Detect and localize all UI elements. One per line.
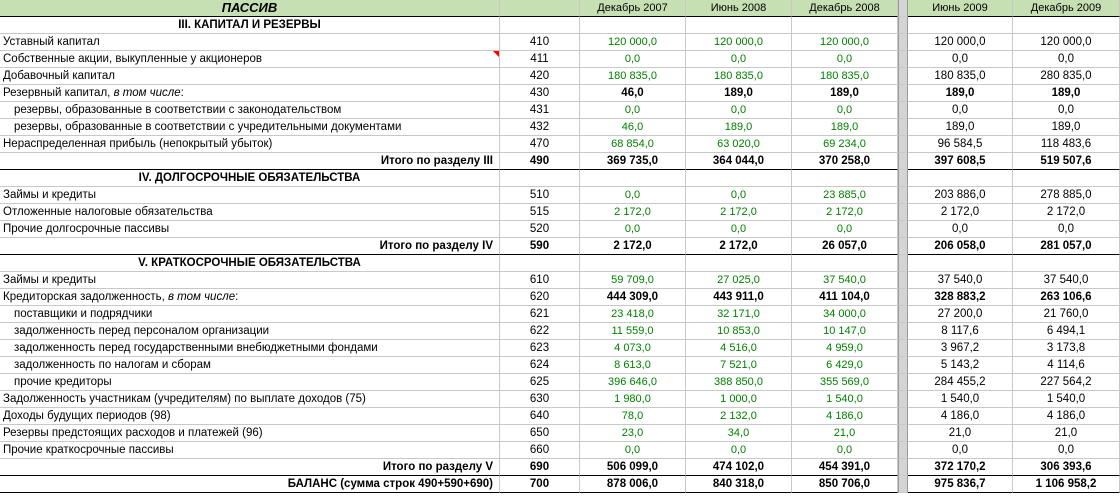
column-gap [898, 408, 908, 425]
empty-cell[interactable] [580, 170, 686, 187]
value-cell[interactable]: 0,0 [580, 102, 686, 119]
value-cell[interactable]: 189,0 [1013, 119, 1120, 136]
value-cell[interactable]: 306 393,6 [1013, 459, 1120, 476]
column-gap [898, 459, 908, 476]
value-cell[interactable]: 0,0 [686, 51, 792, 68]
column-gap [898, 153, 908, 170]
value-cell[interactable]: 78,0 [580, 408, 686, 425]
total-label[interactable]: Итого по разделу V [0, 459, 500, 476]
value-cell[interactable]: 21,0 [1013, 425, 1120, 442]
header-period-dec-2007[interactable]: Декабрь 2007 [580, 0, 686, 17]
empty-cell[interactable] [792, 170, 898, 187]
value-cell[interactable]: 3 173,8 [1013, 340, 1120, 357]
value-cell[interactable]: 189,0 [792, 119, 898, 136]
column-gap [898, 102, 908, 119]
row-label[interactable] [0, 289, 500, 306]
value-cell[interactable]: 1 106 958,2 [1013, 476, 1120, 493]
value-cell[interactable]: 3 967,2 [908, 340, 1013, 357]
value-cell[interactable]: 120 000,0 [580, 34, 686, 51]
empty-cell[interactable] [908, 17, 1013, 34]
value-cell[interactable]: 474 102,0 [686, 459, 792, 476]
row-code[interactable]: 420 [500, 68, 580, 85]
value-cell[interactable]: 369 735,0 [580, 153, 686, 170]
empty-cell[interactable] [908, 170, 1013, 187]
column-gap [898, 357, 908, 374]
value-cell[interactable]: 120 000,0 [1013, 34, 1120, 51]
column-gap [898, 425, 908, 442]
value-cell[interactable]: 96 584,5 [908, 136, 1013, 153]
empty-cell[interactable] [1013, 170, 1120, 187]
value-cell[interactable]: 397 608,5 [908, 153, 1013, 170]
value-cell[interactable]: 23,0 [580, 425, 686, 442]
value-cell[interactable]: 68 854,0 [580, 136, 686, 153]
row-label[interactable]: Отложенные налоговые обязательства [0, 204, 500, 221]
column-gap [898, 221, 908, 238]
value-cell[interactable]: 1 540,0 [908, 391, 1013, 408]
column-gap [898, 51, 908, 68]
value-cell[interactable]: 2 172,0 [686, 204, 792, 221]
row-code[interactable]: 410 [500, 34, 580, 51]
value-cell[interactable]: 975 836,7 [908, 476, 1013, 493]
row-label[interactable]: Прочие долгосрочные пассивы [0, 221, 500, 238]
row-code[interactable]: 470 [500, 136, 580, 153]
row-label-tail: : [180, 87, 184, 99]
value-cell[interactable]: 189,0 [908, 85, 1013, 102]
value-cell[interactable]: 280 835,0 [1013, 68, 1120, 85]
value-cell[interactable]: 206 058,0 [908, 238, 1013, 255]
row-label[interactable]: резервы, образованные в соответствии с законодательством [0, 102, 500, 119]
row-label-text: Резервный капитал, [3, 87, 114, 99]
column-gap [898, 272, 908, 289]
value-cell[interactable]: 2 172,0 [792, 204, 898, 221]
empty-cell[interactable] [500, 170, 580, 187]
row-label[interactable]: Займы и кредиты [0, 187, 500, 204]
column-gap [898, 85, 908, 102]
section-heading[interactable]: V. КРАТКОСРОЧНЫЕ ОБЯЗАТЕЛЬСТВА [0, 255, 500, 272]
value-cell[interactable]: 7 521,0 [686, 357, 792, 374]
value-cell[interactable]: 4 959,0 [792, 340, 898, 357]
column-gap [898, 68, 908, 85]
row-code[interactable]: 431 [500, 102, 580, 119]
value-cell[interactable]: 21,0 [792, 425, 898, 442]
value-cell[interactable]: 1 000,0 [686, 391, 792, 408]
value-cell[interactable]: 454 391,0 [792, 459, 898, 476]
row-code[interactable]: 510 [500, 187, 580, 204]
value-cell[interactable]: 5 143,2 [908, 357, 1013, 374]
value-cell[interactable]: 1 540,0 [792, 391, 898, 408]
value-cell[interactable]: 8 117,6 [908, 323, 1013, 340]
header-title-cell[interactable]: ПАССИВ [0, 0, 500, 17]
empty-cell[interactable] [1013, 17, 1120, 34]
empty-cell[interactable] [1013, 255, 1120, 272]
value-cell[interactable]: 2 172,0 [580, 238, 686, 255]
row-label[interactable]: Добавочный капитал [0, 68, 500, 85]
value-cell[interactable]: 0,0 [792, 221, 898, 238]
value-cell[interactable]: 0,0 [686, 221, 792, 238]
row-label[interactable]: задолженность по налогам и сборам [0, 357, 500, 374]
value-cell[interactable]: 370 258,0 [792, 153, 898, 170]
column-gap [898, 289, 908, 306]
column-gap [898, 170, 908, 187]
row-code[interactable]: 623 [500, 340, 580, 357]
header-period-dec-2008[interactable]: Декабрь 2008 [792, 0, 898, 17]
value-cell[interactable]: 4 073,0 [580, 340, 686, 357]
row-label[interactable]: Нераспределенная прибыль (непокрытый убыток) [0, 136, 500, 153]
empty-cell[interactable] [792, 17, 898, 34]
value-cell[interactable]: 46,0 [580, 119, 686, 136]
value-cell[interactable]: 1 980,0 [580, 391, 686, 408]
empty-cell[interactable] [908, 255, 1013, 272]
value-cell[interactable]: 21,0 [908, 425, 1013, 442]
empty-cell[interactable] [686, 255, 792, 272]
value-cell[interactable]: 11 559,0 [580, 323, 686, 340]
column-gap [898, 136, 908, 153]
empty-cell[interactable] [686, 17, 792, 34]
value-cell[interactable]: 0,0 [580, 442, 686, 459]
value-cell[interactable]: 189,0 [1013, 85, 1120, 102]
value-cell[interactable]: 180 835,0 [908, 68, 1013, 85]
value-cell[interactable]: 0,0 [1013, 51, 1120, 68]
row-label[interactable] [0, 85, 500, 102]
column-gap [898, 187, 908, 204]
value-cell[interactable]: 396 646,0 [580, 374, 686, 391]
value-cell[interactable]: 0,0 [908, 221, 1013, 238]
row-label[interactable]: Прочие краткосрочные пассивы [0, 442, 500, 459]
value-cell[interactable]: 0,0 [1013, 221, 1120, 238]
value-cell[interactable]: 0,0 [1013, 102, 1120, 119]
row-label[interactable]: поставщики и подрядчики [0, 306, 500, 323]
row-code[interactable]: 621 [500, 306, 580, 323]
column-gap [898, 391, 908, 408]
row-label[interactable]: Уставный капитал [0, 34, 500, 51]
empty-cell[interactable] [580, 17, 686, 34]
section-heading[interactable]: IV. ДОЛГОСРОЧНЫЕ ОБЯЗАТЕЛЬСТВА [0, 170, 500, 187]
value-cell[interactable]: 444 309,0 [580, 289, 686, 306]
section-heading[interactable]: III. КАПИТАЛ И РЕЗЕРВЫ [0, 17, 500, 34]
column-gap [898, 119, 908, 136]
column-gap [898, 17, 908, 34]
value-cell[interactable]: 2 172,0 [908, 204, 1013, 221]
value-cell[interactable]: 0,0 [686, 187, 792, 204]
row-code[interactable]: 690 [500, 459, 580, 476]
column-gap [898, 323, 908, 340]
value-cell[interactable]: 0,0 [1013, 442, 1120, 459]
value-cell[interactable]: 203 886,0 [908, 187, 1013, 204]
total-label[interactable]: Итого по разделу IV [0, 238, 500, 255]
value-cell[interactable]: 840 318,0 [686, 476, 792, 493]
column-gap [898, 238, 908, 255]
value-cell[interactable]: 189,0 [686, 85, 792, 102]
value-cell[interactable]: 37 540,0 [1013, 272, 1120, 289]
value-cell[interactable]: 6 429,0 [792, 357, 898, 374]
column-gap [898, 374, 908, 391]
value-cell[interactable]: 0,0 [908, 51, 1013, 68]
row-label-tail: : [235, 291, 239, 303]
value-cell[interactable]: 120 000,0 [686, 34, 792, 51]
value-cell[interactable]: 4 186,0 [792, 408, 898, 425]
value-cell[interactable]: 2 172,0 [580, 204, 686, 221]
header-period-jun-2009[interactable]: Июнь 2009 [908, 0, 1013, 17]
column-gap [898, 306, 908, 323]
row-code[interactable]: 432 [500, 119, 580, 136]
value-cell[interactable]: 364 044,0 [686, 153, 792, 170]
value-cell[interactable]: 284 455,2 [908, 374, 1013, 391]
empty-cell[interactable] [500, 17, 580, 34]
row-label[interactable]: Резервы предстоящих расходов и платежей (96) [0, 425, 500, 442]
value-cell[interactable]: 263 106,6 [1013, 289, 1120, 306]
row-code[interactable]: 610 [500, 272, 580, 289]
empty-cell[interactable] [580, 255, 686, 272]
value-cell[interactable]: 2 132,0 [686, 408, 792, 425]
value-cell[interactable]: 281 057,0 [1013, 238, 1120, 255]
row-label[interactable]: Собственные акции, выкупленные у акционеров [0, 51, 500, 68]
total-label[interactable]: БАЛАНС (сумма строк 490+590+690) [0, 476, 500, 493]
column-gap [898, 255, 908, 272]
row-code[interactable]: 620 [500, 289, 580, 306]
value-cell[interactable]: 6 494,1 [1013, 323, 1120, 340]
row-label[interactable]: прочие кредиторы [0, 374, 500, 391]
value-cell[interactable]: 10 853,0 [686, 323, 792, 340]
value-cell[interactable]: 372 170,2 [908, 459, 1013, 476]
value-cell[interactable]: 63 020,0 [686, 136, 792, 153]
value-cell[interactable]: 4 186,0 [1013, 408, 1120, 425]
row-code[interactable]: 430 [500, 85, 580, 102]
row-label[interactable]: задолженность перед государственными внебюджетными фондами [0, 340, 500, 357]
value-cell[interactable]: 0,0 [580, 187, 686, 204]
value-cell[interactable]: 26 057,0 [792, 238, 898, 255]
value-cell[interactable]: 27 025,0 [686, 272, 792, 289]
value-cell[interactable]: 519 507,6 [1013, 153, 1120, 170]
value-cell[interactable]: 37 540,0 [792, 272, 898, 289]
value-cell[interactable]: 23 885,0 [792, 187, 898, 204]
value-cell[interactable]: 32 171,0 [686, 306, 792, 323]
row-code[interactable]: 624 [500, 357, 580, 374]
value-cell[interactable]: 34,0 [686, 425, 792, 442]
value-cell[interactable]: 118 483,6 [1013, 136, 1120, 153]
row-code[interactable]: 520 [500, 221, 580, 238]
row-label-text: Кредиторская задолженность, [3, 291, 168, 303]
column-gap [898, 340, 908, 357]
row-label-emphasis: в том числе [167, 291, 236, 303]
value-cell[interactable]: 180 835,0 [792, 68, 898, 85]
value-cell[interactable]: 189,0 [686, 119, 792, 136]
value-cell[interactable]: 278 885,0 [1013, 187, 1120, 204]
value-cell[interactable]: 0,0 [908, 442, 1013, 459]
value-cell[interactable]: 355 569,0 [792, 374, 898, 391]
value-cell[interactable]: 506 099,0 [580, 459, 686, 476]
value-cell[interactable]: 2 172,0 [1013, 204, 1120, 221]
value-cell[interactable]: 878 006,0 [580, 476, 686, 493]
value-cell[interactable]: 443 911,0 [686, 289, 792, 306]
column-gap [898, 34, 908, 51]
empty-cell[interactable] [500, 255, 580, 272]
value-cell[interactable]: 0,0 [908, 102, 1013, 119]
value-cell[interactable]: 120 000,0 [792, 34, 898, 51]
row-code[interactable]: 625 [500, 374, 580, 391]
value-cell[interactable]: 8 613,0 [580, 357, 686, 374]
value-cell[interactable]: 23 418,0 [580, 306, 686, 323]
value-cell[interactable]: 46,0 [580, 85, 686, 102]
header-period-jun-2008[interactable]: Июнь 2008 [686, 0, 792, 17]
value-cell[interactable]: 2 172,0 [686, 238, 792, 255]
row-label[interactable]: Задолженность участникам (учредителям) по выплате доходов (75) [0, 391, 500, 408]
value-cell[interactable]: 4 186,0 [908, 408, 1013, 425]
value-cell[interactable]: 59 709,0 [580, 272, 686, 289]
value-cell[interactable]: 180 835,0 [580, 68, 686, 85]
value-cell[interactable]: 0,0 [792, 442, 898, 459]
row-label[interactable]: задолженность перед персоналом организации [0, 323, 500, 340]
value-cell[interactable]: 227 564,2 [1013, 374, 1120, 391]
header-period-dec-2009[interactable]: Декабрь 2009 [1013, 0, 1120, 17]
column-gap [898, 204, 908, 221]
value-cell[interactable]: 0,0 [792, 51, 898, 68]
value-cell[interactable]: 10 147,0 [792, 323, 898, 340]
row-code[interactable]: 622 [500, 323, 580, 340]
empty-cell[interactable] [792, 255, 898, 272]
value-cell[interactable]: 180 835,0 [686, 68, 792, 85]
value-cell[interactable]: 0,0 [580, 221, 686, 238]
column-gap [898, 476, 908, 493]
value-cell[interactable]: 21 760,0 [1013, 306, 1120, 323]
row-label[interactable]: Доходы будущих периодов (98) [0, 408, 500, 425]
header-code-cell[interactable] [500, 0, 580, 17]
column-gap [898, 442, 908, 459]
row-code[interactable]: 640 [500, 408, 580, 425]
value-cell[interactable]: 0,0 [686, 102, 792, 119]
value-cell[interactable]: 69 234,0 [792, 136, 898, 153]
row-code[interactable]: 700 [500, 476, 580, 493]
value-cell[interactable]: 328 883,2 [908, 289, 1013, 306]
value-cell[interactable]: 388 850,0 [686, 374, 792, 391]
value-cell[interactable]: 1 540,0 [1013, 391, 1120, 408]
value-cell[interactable]: 850 706,0 [792, 476, 898, 493]
value-cell[interactable]: 34 000,0 [792, 306, 898, 323]
column-gap [898, 0, 908, 17]
row-code[interactable]: 515 [500, 204, 580, 221]
value-cell[interactable]: 120 000,0 [908, 34, 1013, 51]
row-code[interactable]: 590 [500, 238, 580, 255]
value-cell[interactable]: 0,0 [580, 51, 686, 68]
row-code[interactable]: 650 [500, 425, 580, 442]
value-cell[interactable]: 0,0 [686, 442, 792, 459]
row-label-emphasis: в том числе [113, 87, 181, 99]
value-cell[interactable]: 0,0 [792, 102, 898, 119]
value-cell[interactable]: 189,0 [908, 119, 1013, 136]
empty-cell[interactable] [686, 170, 792, 187]
value-cell[interactable]: 27 200,0 [908, 306, 1013, 323]
value-cell[interactable]: 37 540,0 [908, 272, 1013, 289]
row-code[interactable]: 660 [500, 442, 580, 459]
row-code[interactable]: 630 [500, 391, 580, 408]
value-cell[interactable]: 411 104,0 [792, 289, 898, 306]
value-cell[interactable]: 4 516,0 [686, 340, 792, 357]
value-cell[interactable]: 189,0 [792, 85, 898, 102]
total-label[interactable]: Итого по разделу III [0, 153, 500, 170]
row-label[interactable]: резервы, образованные в соответствии с учредительными документами [0, 119, 500, 136]
row-code[interactable]: 411 [500, 51, 580, 68]
value-cell[interactable]: 4 114,6 [1013, 357, 1120, 374]
row-label[interactable]: Займы и кредиты [0, 272, 500, 289]
row-code[interactable]: 490 [500, 153, 580, 170]
